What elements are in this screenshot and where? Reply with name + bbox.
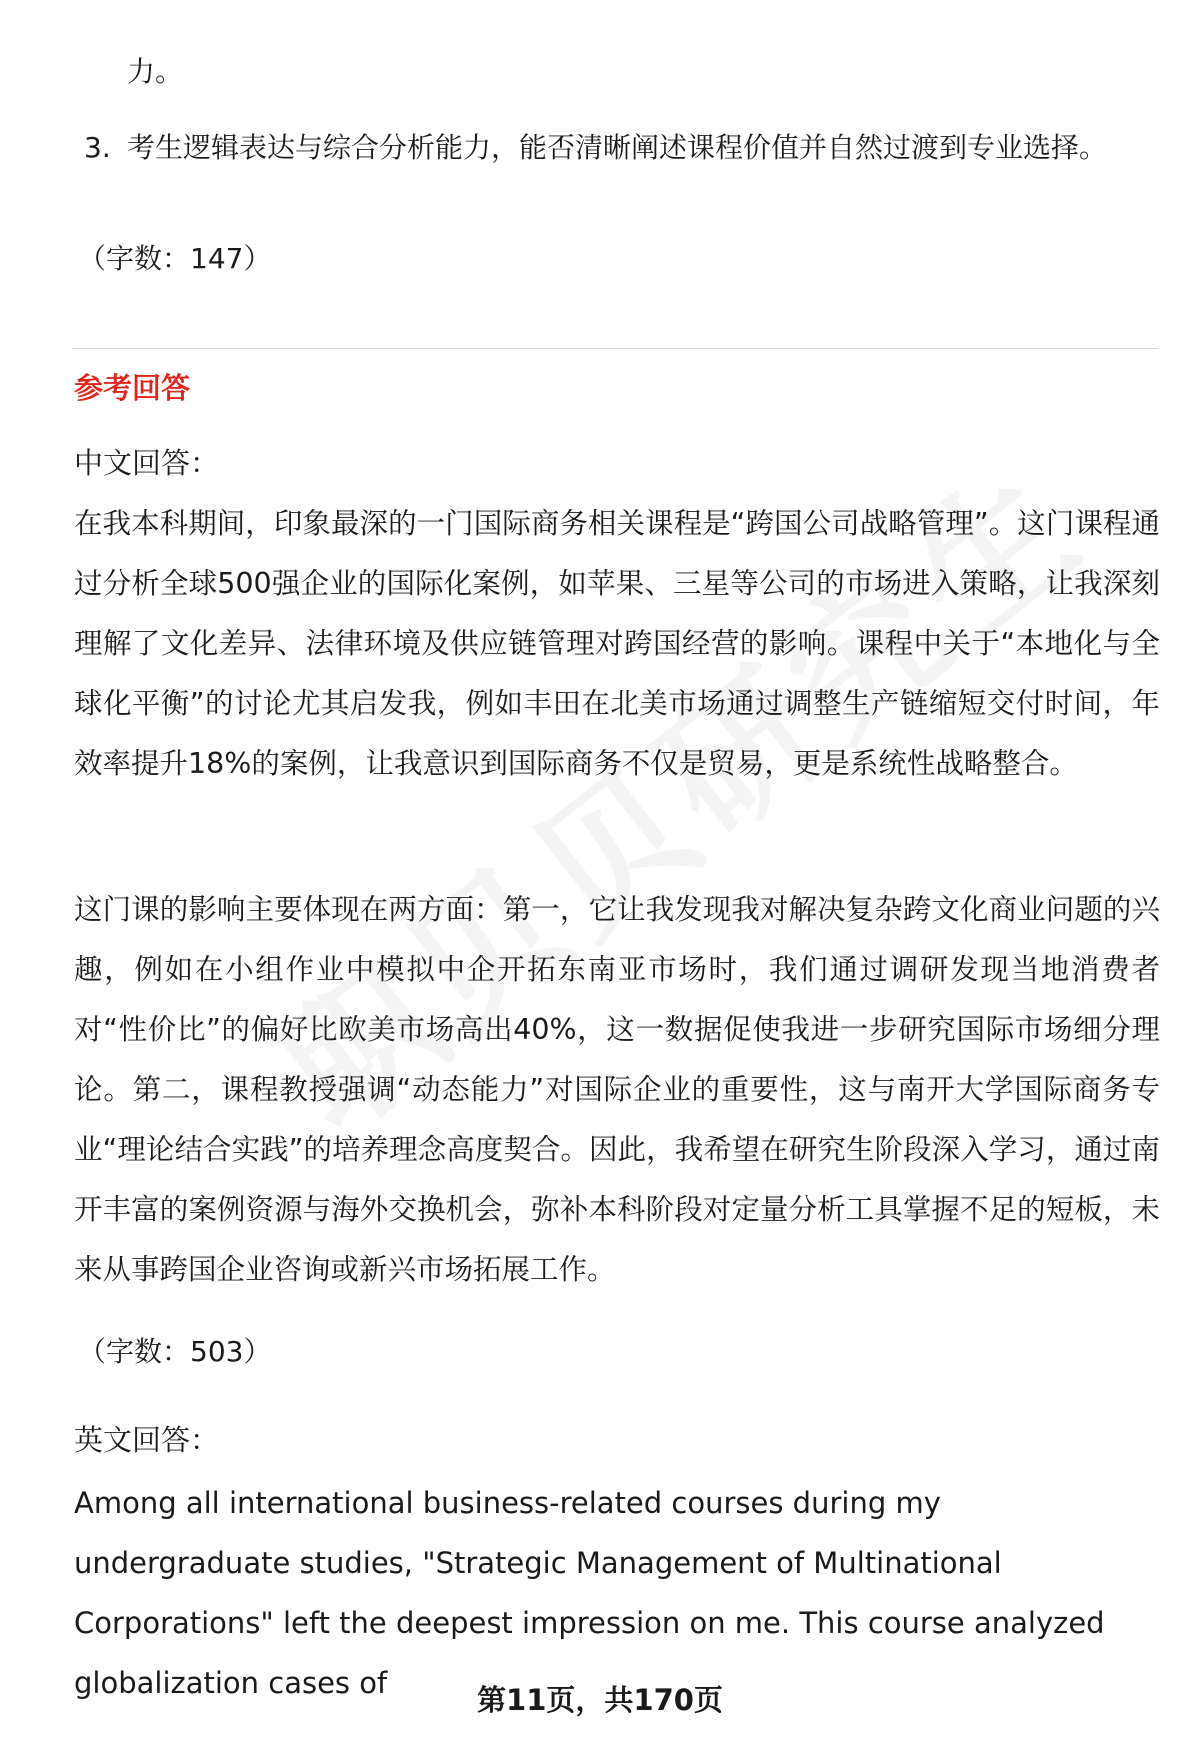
list-item-number: 3. bbox=[84, 131, 111, 164]
list-item-text: 考生逻辑表达与综合分析能力，能否清晰阐述课程价值并自然过渡到专业选择。 bbox=[127, 131, 1108, 164]
chinese-answer-paragraph-1: 在我本科期间，印象最深的一门国际商务相关课程是“跨国公司战略管理”。这门课程通过分析全球500强企业的国际化案例，如苹果、三星等公司的市场进入策略，让我深刻理解了文化差异、法律环境及供应链管理对跨国经营的影响。课程中关于“本地化与全球化平衡”的讨论尤其启发我，例如丰田在北美市场通过调整生产链缩短交付时间，年效率提升18%的案例，让我意识到国际商务不仅是贸易，更是系统性战略整合。 bbox=[74, 507, 1160, 780]
word-count-chinese-answer: （字数：503） bbox=[78, 1335, 272, 1368]
chinese-answer-label: 中文回答： bbox=[74, 446, 220, 480]
section-divider bbox=[72, 348, 1158, 349]
page-indicator: 第11页，共170页 bbox=[477, 1683, 723, 1717]
reference-answer-heading: 参考回答 bbox=[74, 371, 191, 405]
word-count-question: （字数：147） bbox=[78, 242, 272, 275]
english-answer-paragraph: Among all international business-related courses during my undergraduate studies, "Strategic Management of Multinational Corporations" left the deepest impression on me. This course analyzed globalization cases of bbox=[74, 1486, 1105, 1700]
list-item-2-continuation: 力。 bbox=[127, 55, 184, 88]
list-item-3 bbox=[84, 118, 1124, 178]
english-answer-label: 英文回答： bbox=[74, 1423, 220, 1457]
chinese-answer-paragraph-2: 这门课的影响主要体现在两方面：第一，它让我发现我对解决复杂跨文化商业问题的兴趣，例如在小组作业中模拟中企开拓东南亚市场时，我们通过调研发现当地消费者对“性价比”的偏好比欧美市场高出40%，这一数据促使我进一步研究国际市场细分理论。第二，课程教授强调“动态能力”对国际企业的重要性，这与南开大学国际商务专业“理论结合实践”的培养理念高度契合。因此，我希望在研究生阶段深入学习，通过南开丰富的案例资源与海外交换机会，弥补本科阶段对定量分析工具掌握不足的短板，未来从事跨国企业咨询或新兴市场拓展工作。 bbox=[74, 893, 1160, 1286]
